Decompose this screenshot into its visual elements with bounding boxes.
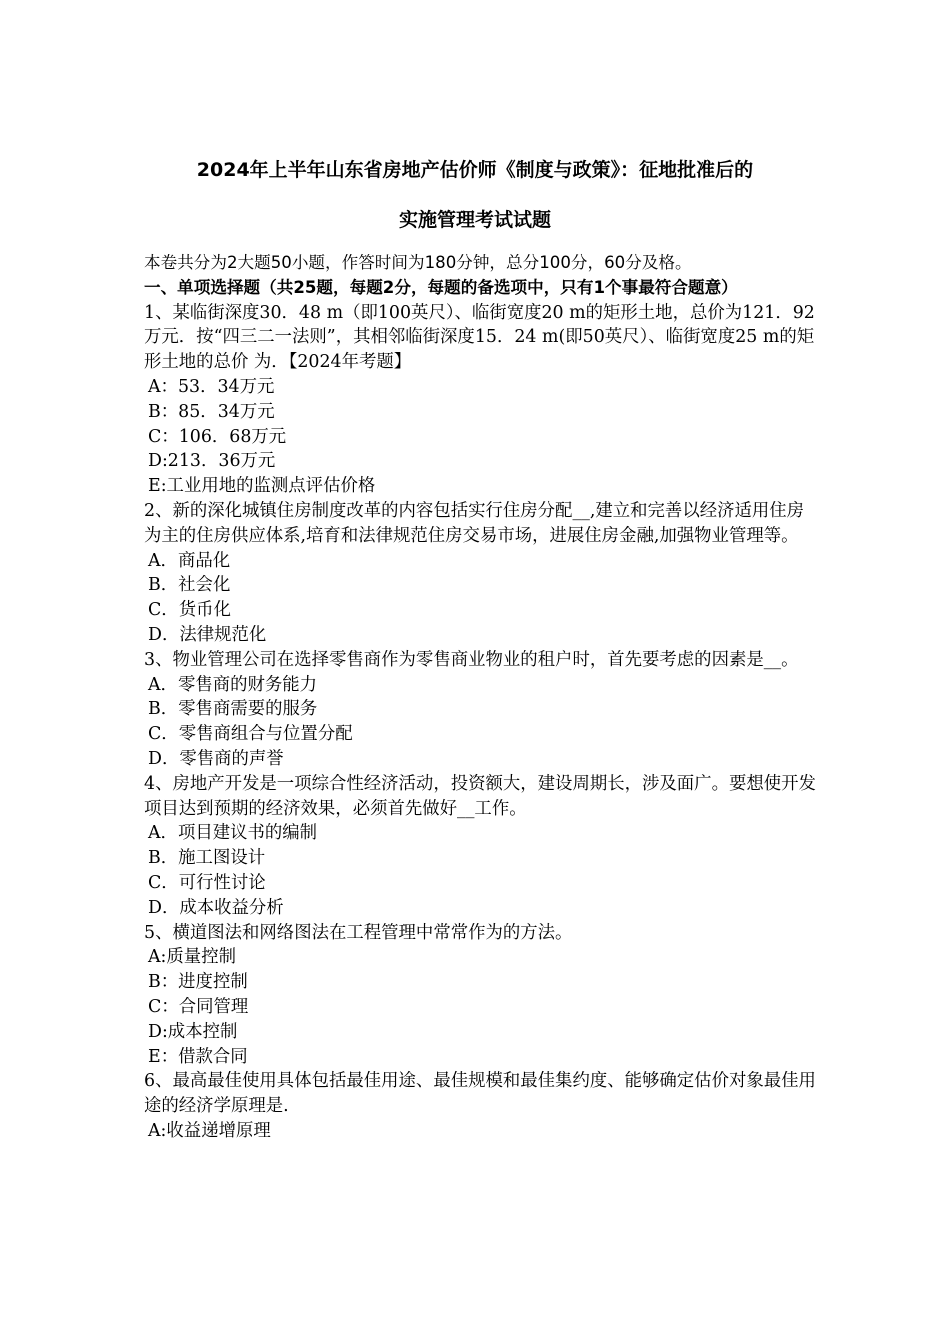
answer-option: A．商品化 xyxy=(148,550,231,571)
answer-option: C：106．68万元 xyxy=(148,426,287,447)
answer-option: B：进度控制 xyxy=(148,972,248,993)
answer-option: D:213．36万元 xyxy=(148,451,276,472)
question-stem: 6、最高最佳使用具体包括最佳用途、最佳规模和最佳集约度、能够确定估价对象最佳用途的经济学原理是. xyxy=(144,1071,816,1117)
answer-option: B：85．34万元 xyxy=(148,401,275,422)
question-stem: 2、新的深化城镇住房制度改革的内容包括实行住房分配__,建立和完善以经济适用住房为主的住房供应体系,培育和法律规范住房交易市场，进展住房金融,加强物业管理等。 xyxy=(144,500,805,546)
document-body xyxy=(144,251,820,1144)
section-heading: 一、单项选择题（共25题，每题2分，每题的备选项中，只有1个事最符合题意） xyxy=(144,277,738,297)
question-stem: 1、某临街深度30．48 m（即100英尺）、临街宽度20 m的矩形土地，总价为121．92万元．按“四三二一法则”，其相邻临街深度15．24 m(即50英尺）、临街宽度25 m的矩形土地的总价 为．【2024年考题】 xyxy=(144,302,815,373)
answer-option: B．零售商需要的服务 xyxy=(148,699,318,720)
answer-option: D．法律规范化 xyxy=(148,624,267,645)
answer-option: C．货币化 xyxy=(148,600,231,621)
answer-option: C．零售商组合与位置分配 xyxy=(148,724,353,745)
answer-option: A．项目建议书的编制 xyxy=(148,823,318,844)
answer-option: C．可行性讨论 xyxy=(148,872,266,893)
answer-option: B．施工图设计 xyxy=(148,848,266,869)
answer-option: A:收益递增原理 xyxy=(148,1120,271,1141)
question-4 xyxy=(144,772,820,921)
answer-option: A．零售商的财务能力 xyxy=(148,674,318,695)
answer-option: E：借款合同 xyxy=(148,1046,248,1067)
question-3 xyxy=(144,648,820,772)
answer-option: A：53．34万元 xyxy=(148,376,275,397)
document-title-line-1: 2024年上半年山东省房地产估价师《制度与政策》：征地批准后的 xyxy=(196,159,754,181)
question-6 xyxy=(144,1069,820,1143)
answer-option: C：合同管理 xyxy=(148,996,249,1017)
answer-option: D．零售商的声誉 xyxy=(148,748,284,769)
exam-intro: 本卷共分为2大题50小题，作答时间为180分钟，总分100分，60分及格。 xyxy=(144,253,692,272)
document-title-line-2: 实施管理考试试题 xyxy=(398,209,551,231)
answer-option: E:工业用地的监测点评估价格 xyxy=(148,476,376,497)
question-stem: 4、房地产开发是一项综合性经济活动，投资额大，建设周期长，涉及面广。要想使开发项目达到预期的经济效果，必须首先做好__工作。 xyxy=(144,773,816,819)
answer-option: B．社会化 xyxy=(148,575,231,596)
question-1 xyxy=(144,301,820,499)
answer-option: D:成本控制 xyxy=(148,1021,238,1042)
answer-option: D．成本收益分析 xyxy=(148,897,284,918)
question-2 xyxy=(144,499,820,648)
answer-option: A:质量控制 xyxy=(148,947,236,968)
question-5 xyxy=(144,921,820,1070)
question-stem: 5、横道图法和网络图法在工程管理中常常作为的方法。 xyxy=(144,922,573,943)
question-stem: 3、物业管理公司在选择零售商作为零售商业物业的租户时，首先要考虑的因素是__。 xyxy=(144,649,799,670)
